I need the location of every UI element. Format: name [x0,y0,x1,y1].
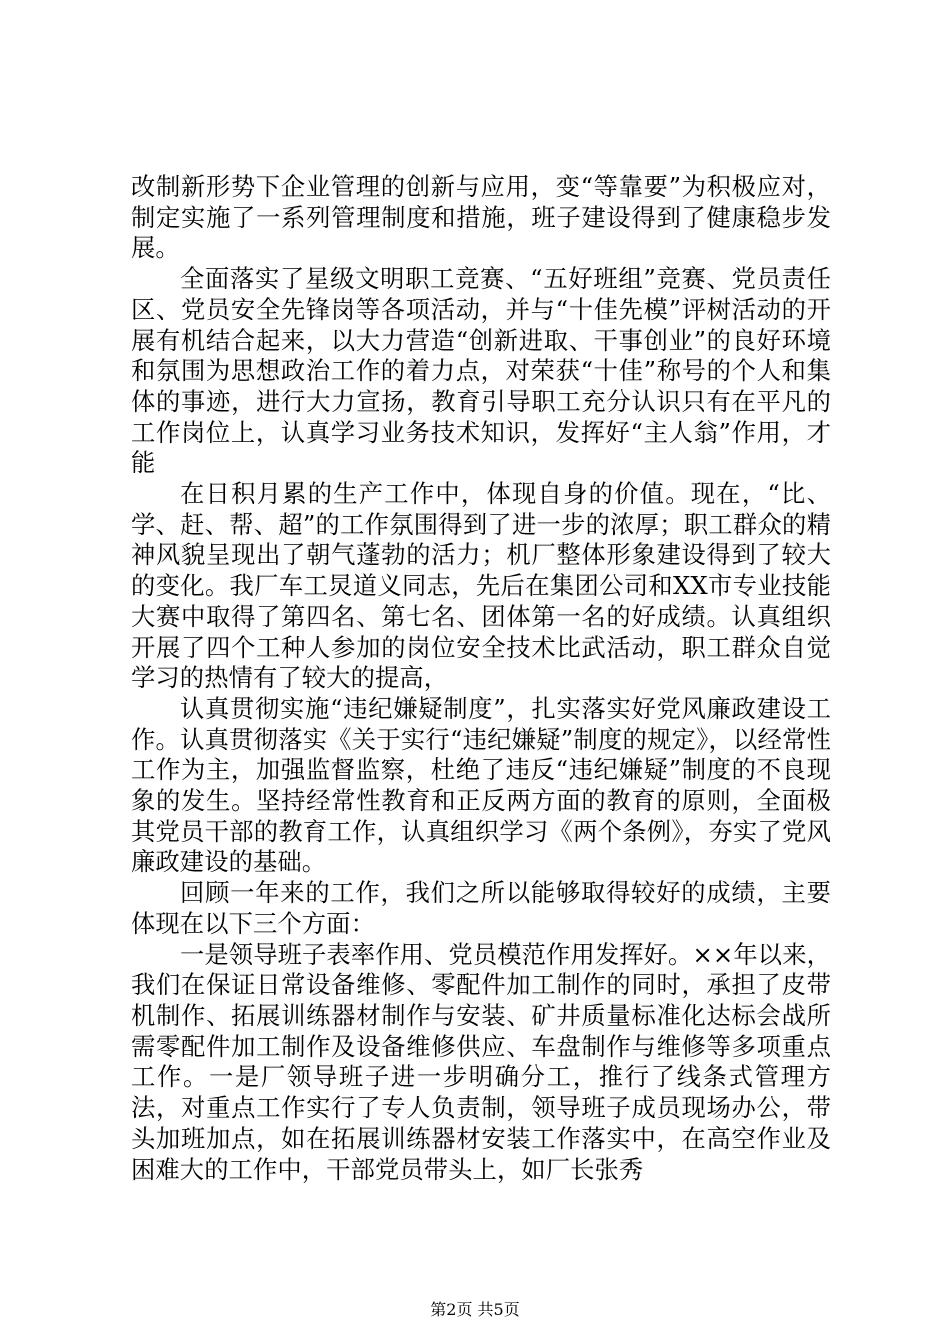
paragraph-2: 全面落实了星级文明职工竞赛、“五好班组”竞赛、党员责任区、党员安全先锋岗等各项活动，并与“十佳先模”评树活动的开展有机结合起来，以大力营造“创新进取、干事创业”的良好环境和氛围为思想政治工作的着力点，对荣获“十佳”称号的个人和集体的事迹，进行大力宣扬，教育引导职工充分认识只有在平凡的工作岗位上，认真学习业务技术知识，发挥好“主人翁”作用，才能 [131,264,831,478]
paragraph-3: 在日积月累的生产工作中，体现自身的价值。现在，“比、学、赶、帮、超”的工作氛围得到了进一步的浓厚；职工群众的精神风貌呈现出了朝气蓬勃的活力；机厂整体形象建设得到了较大的变化。我厂车工炅道义同志，先后在集团公司和XX市专业技能大赛中取得了第四名、第七名、团体第一名的好成绩。认真组织开展了四个工种人参加的岗位安全技术比武活动，职工群众自觉学习的热情有了较大的提高， [131,479,831,693]
paragraph-5: 回顾一年来的工作，我们之所以能够取得较好的成绩，主要体现在以下三个方面： [131,878,831,938]
document-body [131,172,831,1185]
paragraph-6: 一是领导班子表率作用、党员模范作用发挥好。××年以来，我们在保证日常设备维修、零配件加工制作的同时，承担了皮带机制作、拓展训练器材制作与安装、矿井质量标准化达标会战所需零配件加工制作及设备维修供应、车盘制作与维修等多项重点工作。一是厂领导班子进一步明确分工，推行了线条式管理方法，对重点工作实行了专人负责制，领导班子成员现场办公，带头加班加点，如在拓展训练器材安装工作落实中，在高空作业及困难大的工作中，干部党员带头上，如厂长张秀 [131,939,831,1184]
page-number-footer: 第2页 共5页 [430,1300,520,1319]
paragraph-1: 改制新形势下企业管理的创新与应用，变“等靠要”为积极应对，制定实施了一系列管理制度和措施，班子建设得到了健康稳步发展。 [131,172,831,263]
paragraph-4: 认真贯彻实施“违纪嫌疑制度”，扎实落实好党风廉政建设工作。认真贯彻落实《关于实行“违纪嫌疑”制度的规定》，以经常性工作为主，加强监督监察，杜绝了违反“违纪嫌疑”制度的不良现象的发生。坚持经常性教育和正反两方面的教育的原则，全面极其党员干部的教育工作，认真组织学习《两个条例》，夯实了党风廉政建设的基础。 [131,693,831,877]
